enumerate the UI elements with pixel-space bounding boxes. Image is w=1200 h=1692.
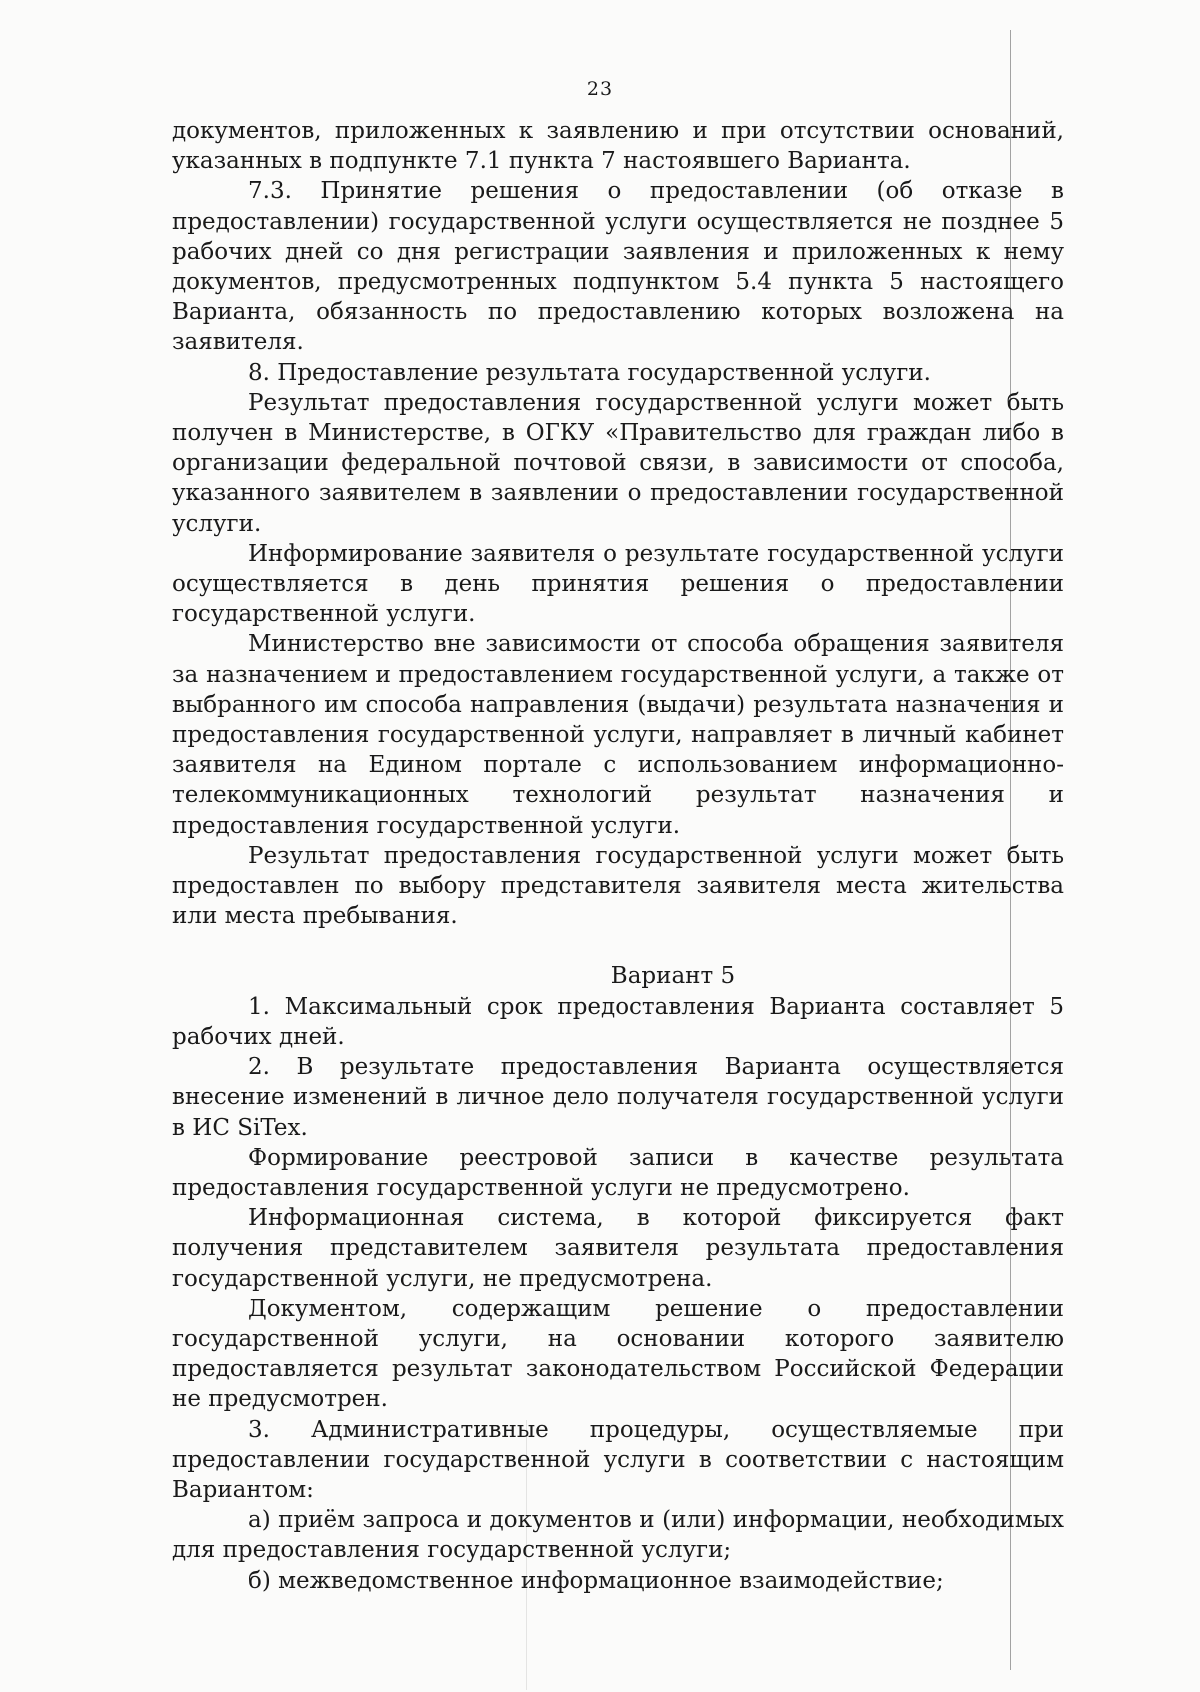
paragraph: б) межведомственное информационное взаимодействие; <box>248 1567 944 1594</box>
section-spacer <box>172 931 1064 961</box>
paragraph: Формирование реестровой записи в качестве результата предоставления государственной услуги не предусмотрено. <box>172 1144 1064 1201</box>
paragraph: 3. Административные процедуры, осуществляемые при предоставлении государственной услуги в соответствии с настоящим Вариантом: <box>172 1416 1064 1503</box>
paragraph: 1. Максимальный срок предоставления Варианта составляет 5 рабочих дней. <box>172 993 1064 1050</box>
paragraph: Министерство вне зависимости от способа обращения заявителя за назначением и предоставлением государственной услуги, а также от выбранного им способа направления (выдачи) результата назначения и предоставления государственной услуги, направляет в личный кабинет заявителя на Едином портале с использованием информационно-телекоммуникационных технологий результат назначения и предоставления государственной услуги. <box>172 631 1064 839</box>
document-body <box>172 116 1064 1596</box>
paragraph: Информирование заявителя о результате государственной услуги осуществляется в день принятия решения о предоставлении государственной услуги. <box>172 540 1064 628</box>
paragraphs-after-heading <box>172 992 1064 1596</box>
paragraph: документов, приложенных к заявлению и при отсутствии оснований, указанных в подпункте 7.1 пункта 7 настоявшего Варианта. <box>172 118 1064 175</box>
paragraph: Документом, содержащим решение о предоставлении государственной услуги, на основании которого заявителю предоставляется результат законодательством Российской Федерации не предусмотрен. <box>172 1295 1064 1413</box>
paragraph: Информационная система, в которой фиксируется факт получения представителем заявителя результата предоставления государственной услуги, не предусмотрена. <box>172 1205 1064 1292</box>
paragraph: Результат предоставления государственной услуги может быть получен в Министерстве, в ОГКУ «Правительство для граждан либо в организации федеральной почтовой связи, в зависимости от способа, указанного заявителем в заявлении о предоставлении государственной услуги. <box>172 389 1064 537</box>
paragraph: а) приём запроса и документов и (или) информации, необходимых для предоставления государственной услуги; <box>172 1507 1064 1564</box>
section-heading: Вариант 5 <box>610 963 736 990</box>
paragraphs-before-heading <box>172 116 1064 931</box>
page-number: 23 <box>586 78 614 100</box>
paragraph: Результат предоставления государственной услуги может быть предоставлен по выбору представителя заявителя места жительства или места пребывания. <box>172 842 1064 930</box>
paragraph: 2. В результате предоставления Варианта осуществляется внесение изменений в личное дело получателя государственной услуги в ИС SiTex. <box>172 1054 1064 1141</box>
paragraph: 7.3. Принятие решения о предоставлении (об отказе в предоставлении) государственной услуги осуществляется не позднее 5 рабочих дней со дня регистрации заявления и приложенных к нему документов, предусмотренных подпунктом 5.4 пункта 5 настоящего Варианта, обязанность по предоставлению которых возложена на заявителя. <box>172 178 1064 356</box>
paragraph: 8. Предоставление результата государственной услуги. <box>248 359 931 386</box>
